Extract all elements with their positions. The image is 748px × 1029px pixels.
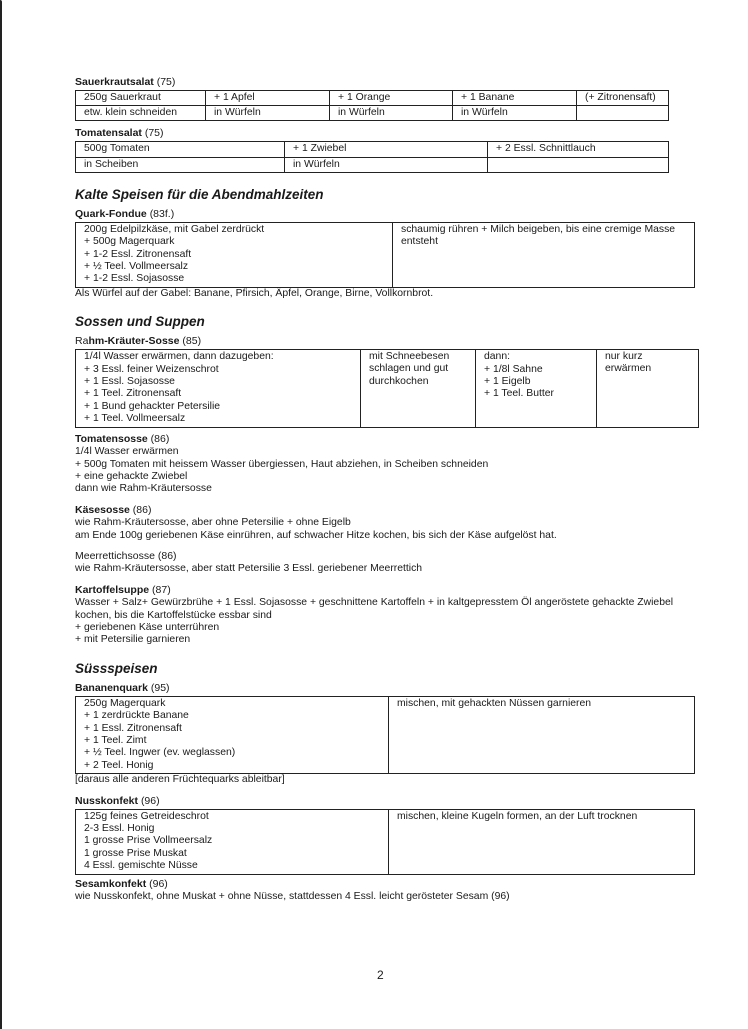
ingredient-line: + 1 Essl. Zitronensaft xyxy=(84,722,182,734)
recipe-ref: (75) xyxy=(156,76,176,88)
table-cell: 250g Sauerkraut xyxy=(76,91,206,106)
recipe-title-rahm-kraeuter-sosse xyxy=(75,335,675,348)
recipe-name: Käsesosse xyxy=(75,503,130,516)
recipe-name: Nusskonfekt xyxy=(75,794,139,807)
text-line: kochen, bis die Kartoffelstücke essbar sind xyxy=(75,609,272,621)
serving-note: Als Würfel auf der Gabel: Banane, Pfirsich, Äpfel, Orange, Birne, Vollkornbrot. xyxy=(75,287,434,299)
document-page xyxy=(75,76,675,903)
recipe-kartoffelsuppe xyxy=(75,584,675,647)
ingredient-line: 4 Essl. gemischte Nüsse xyxy=(84,860,198,872)
instruction-cell: mischen, kleine Kugeln formen, an der Luft trocknen xyxy=(389,809,695,874)
table-row xyxy=(76,91,669,106)
ingredient-line: 1 grosse Prise Vollmeersalz xyxy=(84,835,213,847)
text-line: + mit Petersilie garnieren xyxy=(75,634,191,646)
ingredient-line: + 1 Teel. Zimt xyxy=(84,735,147,746)
table-cell: in Würfeln xyxy=(285,157,488,172)
nusskonfekt-table xyxy=(75,809,695,875)
recipe-name: Bananenquark xyxy=(75,681,148,694)
ingredient-line: + 1 Teel. Vollmeersalz xyxy=(84,413,186,425)
recipe-title-quark-fondue xyxy=(75,208,675,221)
recipe-title xyxy=(75,433,675,445)
text-line: + 500g Tomaten mit heissem Wasser übergiessen, Haut abziehen, in Scheiben schneiden xyxy=(75,458,489,470)
table-row xyxy=(76,696,695,773)
table-row xyxy=(76,106,669,121)
text-line: wie Nusskonfekt, ohne Muskat + ohne Nüsse, stattdessen 4 Essl. leicht gerösteter Sesam (96) xyxy=(75,891,510,903)
table-cell: + 1 Zwiebel xyxy=(285,142,488,157)
recipe-name: Sauerkrautsalat xyxy=(75,76,154,88)
table-row xyxy=(76,157,669,172)
table-row xyxy=(76,142,669,157)
ingredient-line: 1 grosse Prise Muskat xyxy=(84,847,187,859)
recipe-ref: (96) xyxy=(140,794,160,807)
recipe-name: Sesamkonfekt xyxy=(75,877,147,890)
tomatensalat-table xyxy=(75,141,669,172)
recipe-ref: (75) xyxy=(144,127,164,140)
recipe-tomatensosse xyxy=(75,433,675,496)
recipe-name: hm-Kräuter-Sosse xyxy=(88,335,180,348)
ingredient-line: + 1 Essl. Sojasosse xyxy=(84,376,175,388)
step-line: + 1 Teel. Butter xyxy=(484,388,554,400)
table-cell: in Würfeln xyxy=(453,106,577,121)
recipe-name: Kartoffelsuppe xyxy=(75,583,150,596)
ingredient-line: 2-3 Essl. Honig xyxy=(84,823,155,835)
ingredient-line: + 3 Essl. feiner Weizenschrot xyxy=(84,363,219,375)
ingredient-line: + 1-2 Essl. Sojasosse xyxy=(84,273,185,285)
recipe-name: Tomatensosse xyxy=(75,432,148,445)
sauerkrautsalat-table xyxy=(75,90,669,121)
table-cell: 500g Tomaten xyxy=(76,142,285,157)
ingredient-line: + 1 Teel. Zitronensaft xyxy=(84,388,182,400)
recipe-ref: (85) xyxy=(182,335,202,348)
text-line: dann wie Rahm-Kräutersosse xyxy=(75,483,212,495)
ingredients-cell xyxy=(76,350,361,427)
ingredient-line: + ½ Teel. Ingwer (ev. weglassen) xyxy=(84,747,236,759)
recipe-ref: (83f.) xyxy=(149,207,175,220)
table-cell: in Scheiben xyxy=(76,157,285,172)
ingredient-line: + 1 zerdrückte Banane xyxy=(84,710,189,722)
step-cell: nur kurz erwärmen xyxy=(597,350,699,427)
text-line: + geriebenen Käse unterrühren xyxy=(75,621,220,633)
recipe-ref: (87) xyxy=(152,583,171,596)
text-line: wie Rahm-Kräutersosse, aber statt Petersilie 3 Essl. geriebener Meerrettich xyxy=(75,563,423,575)
recipe-meerrettichsosse xyxy=(75,550,675,576)
text-line: am Ende 100g geriebenen Käse einrühren, auf schwacher Hitze kochen, bis sich der Käse aufgelöst hat. xyxy=(75,529,557,541)
recipe-title xyxy=(75,584,675,596)
text-line: + eine gehackte Zwiebel xyxy=(75,470,188,482)
ingredients-cell xyxy=(76,696,389,773)
text-line: Wasser + Salz+ Gewürzbrühe + 1 Essl. Sojasosse + geschnittene Kartoffeln + in kaltgepresstem Öl angeröstete gehackte Zwiebel xyxy=(75,597,674,609)
table-cell: etw. klein schneiden xyxy=(76,106,206,121)
recipe-title-sauerkrautsalat xyxy=(75,76,675,89)
recipe-title: Meerrettichsosse (86) xyxy=(75,549,177,562)
section-heading-suessspeisen: Süssspeisen xyxy=(75,660,158,676)
step-line: + 1 Eigelb xyxy=(484,376,531,388)
recipe-name: Tomatensalat xyxy=(75,127,142,140)
instruction-cell: schaumig rühren + Milch beigeben, bis eine cremige Masse entsteht xyxy=(393,222,695,287)
recipe-ref: (95) xyxy=(150,681,170,694)
table-cell: in Würfeln xyxy=(330,106,453,121)
ingredient-line: 200g Edelpilzkäse, mit Gabel zerdrückt xyxy=(84,223,265,235)
recipe-title-tomatensalat xyxy=(75,127,675,140)
table-cell: in Würfeln xyxy=(206,106,330,121)
step-cell: mit Schneebesen schlagen und gut durchkochen xyxy=(361,350,476,427)
ingredient-line: + 2 Teel. Honig xyxy=(84,759,154,771)
ingredient-line: + 1-2 Essl. Zitronensaft xyxy=(84,248,192,260)
recipe-ref: (96) xyxy=(149,877,168,890)
bananenquark-table xyxy=(75,696,695,774)
table-cell xyxy=(577,106,669,121)
step-line: dann: xyxy=(484,351,511,363)
recipe-name-prefix: Ra xyxy=(75,335,89,348)
recipe-title xyxy=(75,878,675,890)
step-cell xyxy=(476,350,597,427)
quark-fondue-table xyxy=(75,222,695,288)
page-number: 2 xyxy=(377,968,384,982)
table-cell: + 1 Banane xyxy=(453,91,577,106)
table-row xyxy=(76,350,699,427)
recipe-kaesesosse xyxy=(75,504,675,542)
ingredient-line: 250g Magerquark xyxy=(84,697,166,709)
recipe-note: [daraus alle anderen Früchtequarks ableitbar] xyxy=(75,774,285,786)
ingredient-line: 125g feines Getreideschrot xyxy=(84,810,209,822)
ingredient-line: 1/4l Wasser erwärmen, dann dazugeben: xyxy=(84,351,274,363)
section-heading-sossen: Sossen und Suppen xyxy=(75,314,205,330)
recipe-title-nusskonfekt xyxy=(75,795,675,808)
recipe-title-bananenquark xyxy=(75,682,675,695)
text-line: wie Rahm-Kräutersosse, aber ohne Petersilie + ohne Eigelb xyxy=(75,517,351,529)
recipe-ref: (86) xyxy=(132,503,152,516)
rahm-kraeuter-sosse-table xyxy=(75,349,699,427)
ingredient-line: + ½ Teel. Vollmeersalz xyxy=(84,261,189,273)
recipe-ref: (86) xyxy=(150,432,170,445)
recipe-name: Quark-Fondue xyxy=(75,207,147,220)
ingredient-line: + 1 Bund gehackter Petersilie xyxy=(84,400,221,412)
recipe-sesamkonfekt xyxy=(75,878,675,904)
ingredient-line: + 500g Magerquark xyxy=(84,236,175,248)
ingredients-cell xyxy=(76,222,393,287)
table-cell xyxy=(488,157,669,172)
table-cell: (+ Zitronensaft) xyxy=(577,91,669,106)
step-line: + 1/8l Sahne xyxy=(484,363,543,375)
table-cell: + 1 Orange xyxy=(330,91,453,106)
table-row xyxy=(76,222,695,287)
text-line: 1/4l Wasser erwärmen xyxy=(75,446,179,458)
table-row xyxy=(76,809,695,874)
table-cell: + 1 Apfel xyxy=(206,91,330,106)
ingredients-cell xyxy=(76,809,389,874)
recipe-title xyxy=(75,504,675,516)
table-cell: + 2 Essl. Schnittlauch xyxy=(488,142,669,157)
instruction-cell: mischen, mit gehackten Nüssen garnieren xyxy=(389,696,695,773)
section-heading-kalte-speisen: Kalte Speisen für die Abendmahlzeiten xyxy=(75,186,324,202)
scan-edge xyxy=(0,0,2,1029)
